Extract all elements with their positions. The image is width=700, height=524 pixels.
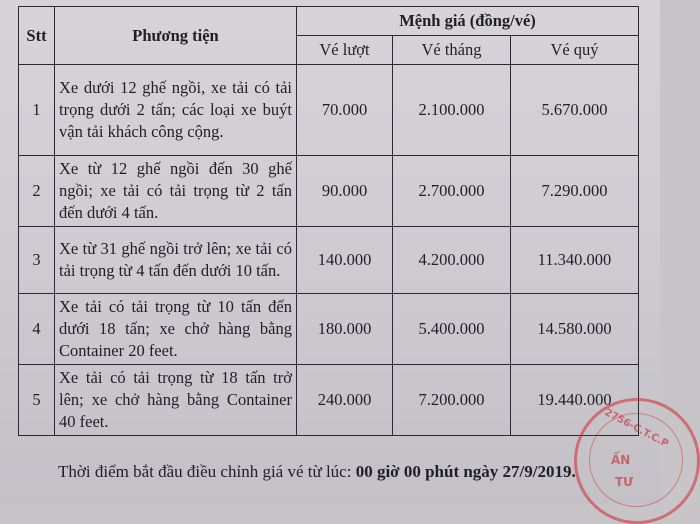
row-single-price: 90.000 [297,156,393,227]
effective-time-value: 00 giờ 00 phút ngày 27/9/2019. [355,462,576,481]
row-monthly-price: 7.200.000 [393,365,511,436]
row-monthly-price: 2.100.000 [393,65,511,156]
header-price-group: Mệnh giá (đồng/vé) [297,7,639,36]
row-vehicle: Xe từ 31 ghế ngồi trở lên; xe tải có tải trọng từ 4 tấn đến dưới 10 tấn. [55,227,297,294]
row-monthly-price: 5.400.000 [393,294,511,365]
row-stt: 3 [19,227,55,294]
row-vehicle: Xe tải có tải trọng từ 18 tấn trở lên; xe chở hàng bằng Container 40 feet. [55,365,297,436]
row-single-price: 70.000 [297,65,393,156]
table-row [19,294,639,365]
row-monthly-price: 4.200.000 [393,227,511,294]
row-single-price: 240.000 [297,365,393,436]
row-vehicle: Xe tải có tải trọng từ 10 tấn đến dưới 18 tấn; xe chở hàng bằng Container 20 feet. [55,294,297,365]
header-quarterly-ticket: Vé quý [511,36,639,65]
effective-time-label: Thời điểm bắt đầu điều chỉnh giá vé từ lúc: [58,462,356,481]
row-stt: 4 [19,294,55,365]
row-stt: 2 [19,156,55,227]
row-single-price: 140.000 [297,227,393,294]
row-quarterly-price: 5.670.000 [511,65,639,156]
row-quarterly-price: 19.440.000 [511,365,639,436]
table-row [19,65,639,156]
fare-table [18,6,639,436]
row-vehicle: Xe từ 12 ghế ngồi đến 30 ghế ngồi; xe tải có tải trọng từ 2 tấn đến dưới 4 tấn. [55,156,297,227]
row-quarterly-price: 11.340.000 [511,227,639,294]
table-row [19,156,639,227]
header-monthly-ticket: Vé tháng [393,36,511,65]
header-stt: Stt [19,7,55,65]
row-quarterly-price: 14.580.000 [511,294,639,365]
seal-code-text: 2756-C.T.C.P [602,407,671,450]
row-stt: 1 [19,65,55,156]
row-monthly-price: 2.700.000 [393,156,511,227]
effective-time-note [18,458,658,485]
row-single-price: 180.000 [297,294,393,365]
row-quarterly-price: 7.290.000 [511,156,639,227]
seal-text-line: TƯ [615,475,634,489]
header-vehicle: Phương tiện [55,7,297,65]
header-single-ticket: Vé lượt [297,36,393,65]
seal-text-line: ẤN [611,453,631,467]
table-row [19,227,639,294]
table-row [19,365,639,436]
row-stt: 5 [19,365,55,436]
row-vehicle: Xe dưới 12 ghế ngồi, xe tải có tải trọng dưới 2 tấn; các loại xe buýt vận tải khách công cộng. [55,65,297,156]
